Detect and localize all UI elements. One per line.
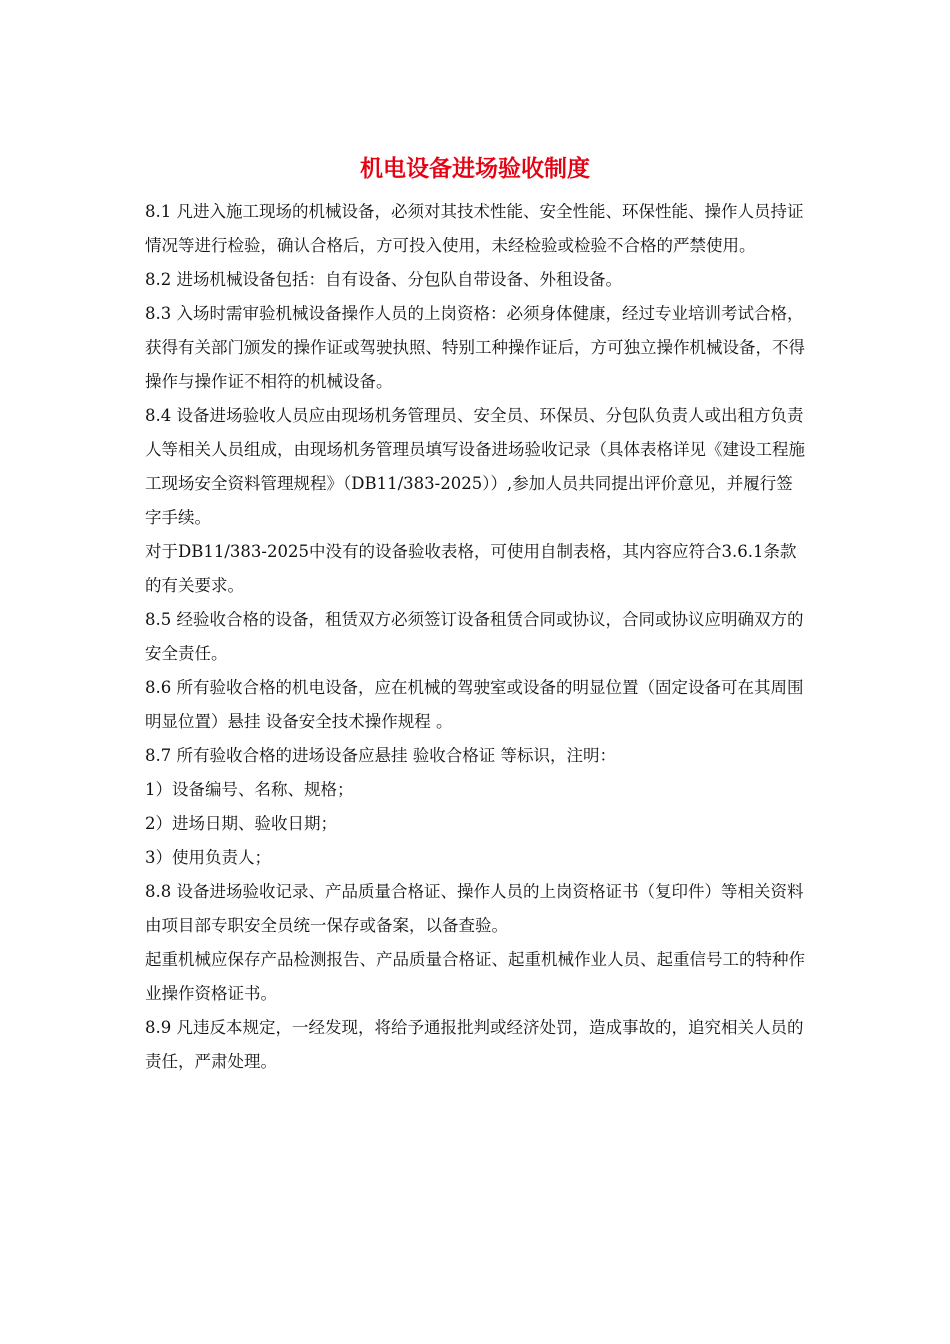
- paragraph-8-5: 8.5 经验收合格的设备，租赁双方必须签订设备租赁合同或协议，合同或协议应明确双方的安全责任。: [145, 610, 804, 663]
- paragraph-8-7: 8.7 所有验收合格的进场设备应悬挂 验收合格证 等标识，注明：: [145, 746, 616, 765]
- paragraph-8-1: 8.1 凡进入施工现场的机械设备，必须对其技术性能、安全性能、环保性能、操作人员持证情况等进行检验，确认合格后，方可投入使用，未经检验或检验不合格的严禁使用。: [145, 202, 804, 255]
- paragraph-8-8: 8.8 设备进场验收记录、产品质量合格证、操作人员的上岗资格证书（复印件）等相关资料由项目部专职安全员统一保存或备案，以备查验。: [145, 882, 804, 935]
- paragraph-8-4: 8.4 设备进场验收人员应由现场机务管理员、安全员、环保员、分包队负责人或出租方负责人等相关人员组成，由现场机务管理员填写设备进场验收记录（具体表格详见《建设工程施工现场安全资料管理规程》（DB11/383-2025））,参加人员共同提出评价意见，并履行签字手续。: [145, 406, 805, 527]
- list-item-2: 2）进场日期、验收日期；: [145, 814, 337, 833]
- list-item-1: 1）设备编号、名称、规格；: [145, 780, 354, 799]
- list-item-3: 3）使用负责人；: [145, 848, 271, 867]
- paragraph-8-3: 8.3 入场时需审验机械设备操作人员的上岗资格：必须身体健康，经过专业培训考试合格，获得有关部门颁发的操作证或驾驶执照、特别工种操作证后，方可独立操作机械设备，不得操作与操作证不相符的机械设备。: [145, 304, 805, 391]
- document-title: 机电设备进场验收制度: [360, 156, 590, 182]
- paragraph-8-8-note: 起重机械应保存产品检测报告、产品质量合格证、起重机械作业人员、起重信号工的特种作业操作资格证书。: [145, 950, 805, 1003]
- paragraph-8-2: 8.2 进场机械设备包括：自有设备、分包队自带设备、外租设备。: [145, 270, 622, 289]
- paragraph-8-9: 8.9 凡违反本规定，一经发现，将给予通报批判或经济处罚，造成事故的，追究相关人员的责任，严肃处理。: [145, 1018, 804, 1071]
- paragraph-8-6: 8.6 所有验收合格的机电设备，应在机械的驾驶室或设备的明显位置（固定设备可在其周围明显位置）悬挂 设备安全技术操作规程 。: [145, 678, 804, 731]
- paragraph-8-4-note: 对于DB11/383-2025中没有的设备验收表格，可使用自制表格，其内容应符合3.6.1条款的有关要求。: [145, 542, 797, 595]
- document-body: [145, 195, 805, 1079]
